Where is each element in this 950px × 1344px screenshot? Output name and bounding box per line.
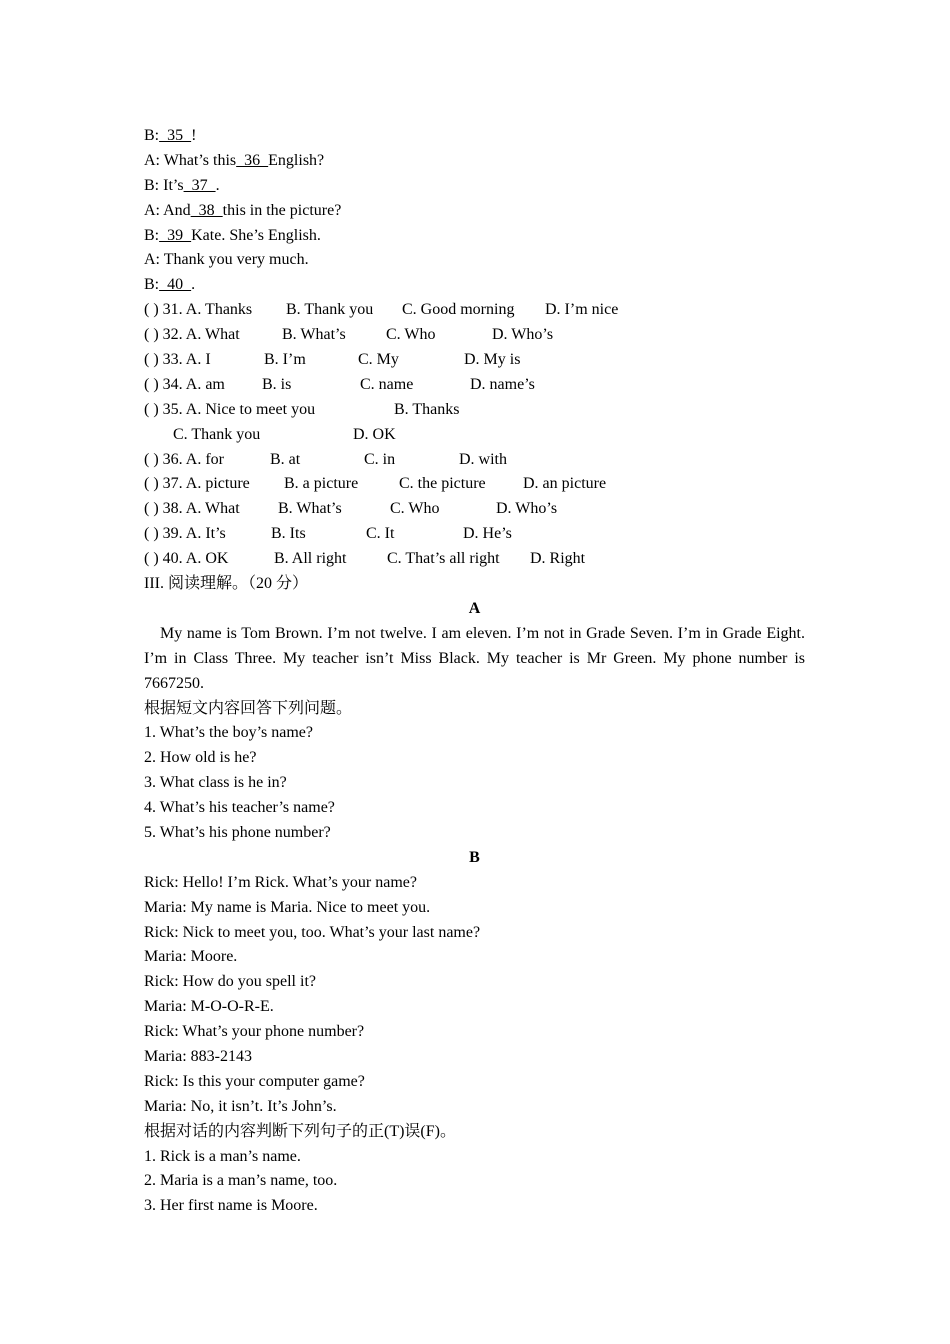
question-37 <box>144 472 805 497</box>
passage-b-line: Rick: Nick to meet you, too. What’s your last name? <box>144 923 481 941</box>
passage-b-line: Maria: My name is Maria. Nice to meet you. <box>144 898 431 916</box>
option-c: C. name <box>360 375 414 393</box>
passage-a-question: 2. How old is he? <box>144 749 257 767</box>
answer-blank[interactable]: 36 <box>236 151 269 169</box>
option-c: C. Good morning <box>402 301 515 319</box>
question-33 <box>144 348 805 373</box>
passage-b-statement: 1. Rick is a man’s name. <box>144 1147 301 1165</box>
question-31 <box>144 298 805 323</box>
option-c: C. It <box>366 525 395 543</box>
question-stem: ( ) 36. A. for <box>144 450 224 468</box>
answer-blank[interactable]: 40 <box>159 276 192 294</box>
option-c: C. Who <box>386 326 436 344</box>
question-39 <box>144 522 805 547</box>
question-stem: ( ) 33. A. I <box>144 351 211 369</box>
option-b: B. is <box>262 375 292 393</box>
option-b: B. What’s <box>278 500 342 518</box>
passage-a-question: 1. What’s the boy’s name? <box>144 724 313 742</box>
question-stem: ( ) 38. A. What <box>144 500 240 518</box>
dialogue-line: A: And 38 this in the picture? <box>144 201 342 219</box>
option-d: D. OK <box>353 425 396 443</box>
question-36 <box>144 448 805 473</box>
dialogue-line: A: Thank you very much. <box>144 251 309 269</box>
option-c: C. My <box>358 351 399 369</box>
question-38 <box>144 497 805 522</box>
option-d: D. name’s <box>470 375 535 393</box>
dialogue-line: B: 35 ! <box>144 127 197 144</box>
question-35 <box>144 398 805 423</box>
question-stem: ( ) 34. A. am <box>144 375 225 393</box>
document-content <box>144 124 805 1219</box>
option-d: D. Who’s <box>496 500 558 518</box>
option-d: D. Who’s <box>492 326 554 344</box>
option-c: C. That’s all right <box>387 550 500 568</box>
option-b: B. Its <box>271 525 306 543</box>
dialogue-line: B: 40 . <box>144 276 196 294</box>
option-b: B. What’s <box>282 326 346 344</box>
question-stem: ( ) 32. A. What <box>144 326 240 344</box>
passage-b-statement: 2. Maria is a man’s name, too. <box>144 1172 338 1190</box>
question-stem: ( ) 31. A. Thanks <box>144 301 253 319</box>
question-stem: ( ) 37. A. picture <box>144 475 250 493</box>
passage-a-question: 5. What’s his phone number? <box>144 823 331 841</box>
dialogue-line: B: 39 Kate. She’s English. <box>144 226 321 244</box>
passage-a-title: A <box>468 599 481 617</box>
passage-a-text: My name is Tom Brown. I’m not twelve. I am eleven. I’m not in Grade Seven. I’m in Grade Eight. I’m in Class Three. My teacher isn’t Miss Black. My teacher is Mr Green. My phone number is 7667250. <box>144 624 805 692</box>
option-c: C. the picture <box>399 475 486 493</box>
option-c: C. Who <box>390 500 440 518</box>
option-d: D. Right <box>530 550 586 568</box>
answer-blank[interactable]: 39 <box>159 226 192 244</box>
question-40 <box>144 547 805 572</box>
passage-b-title: B <box>469 848 480 866</box>
option-b: B. a picture <box>284 475 359 493</box>
passage-b-line: Maria: 883-2143 <box>144 1048 252 1065</box>
question-32 <box>144 323 805 348</box>
answer-blank[interactable]: 38 <box>190 201 223 219</box>
passage-b-instruction: 根据对话的内容判断下列句子的正(T)误(F)。 <box>144 1122 456 1140</box>
passage-b-line: Maria: No, it isn’t. It’s John’s. <box>144 1097 337 1115</box>
option-c: C. Thank you <box>173 425 261 443</box>
question-34 <box>144 373 805 398</box>
option-b: B. at <box>270 450 301 468</box>
passage-a-instruction: 根据短文内容回答下列问题。 <box>144 699 353 717</box>
passage-b-line: Rick: Hello! I’m Rick. What’s your name? <box>144 873 417 891</box>
option-b: B. All right <box>274 550 347 568</box>
passage-b-statement: 3. Her first name is Moore. <box>144 1197 318 1215</box>
option-d: D. I’m nice <box>545 301 619 319</box>
option-d: D. with <box>459 450 507 468</box>
dialogue-line: A: What’s this 36 English? <box>144 151 325 169</box>
passage-b-line: Rick: What’s your phone number? <box>144 1023 365 1041</box>
question-stem: ( ) 39. A. It’s <box>144 525 226 543</box>
option-d: D. an picture <box>523 475 607 493</box>
answer-blank[interactable]: 35 <box>159 127 192 144</box>
option-b: B. Thank you <box>286 301 374 319</box>
passage-a-question: 4. What’s his teacher’s name? <box>144 799 335 817</box>
answer-blank[interactable]: 37 <box>183 176 216 194</box>
question-stem: ( ) 35. A. Nice to meet you <box>144 400 316 418</box>
question-35-continued <box>144 423 805 448</box>
option-c: C. in <box>364 450 396 468</box>
dialogue-line: B: It’s 37 . <box>144 176 220 194</box>
passage-b-line: Maria: Moore. <box>144 948 238 966</box>
question-stem: ( ) 40. A. OK <box>144 550 229 568</box>
passage-a-question: 3. What class is he in? <box>144 774 287 792</box>
option-b: B. I’m <box>264 351 306 369</box>
option-d: D. My is <box>464 351 521 369</box>
passage-b-line: Maria: M-O-O-R-E. <box>144 998 274 1016</box>
section-title: III. 阅读理解。（20 分） <box>144 575 308 593</box>
passage-b-line: Rick: How do you spell it? <box>144 973 316 991</box>
option-b: B. Thanks <box>394 400 460 418</box>
option-d: D. He’s <box>463 525 512 543</box>
passage-b-line: Rick: Is this your computer game? <box>144 1072 365 1090</box>
